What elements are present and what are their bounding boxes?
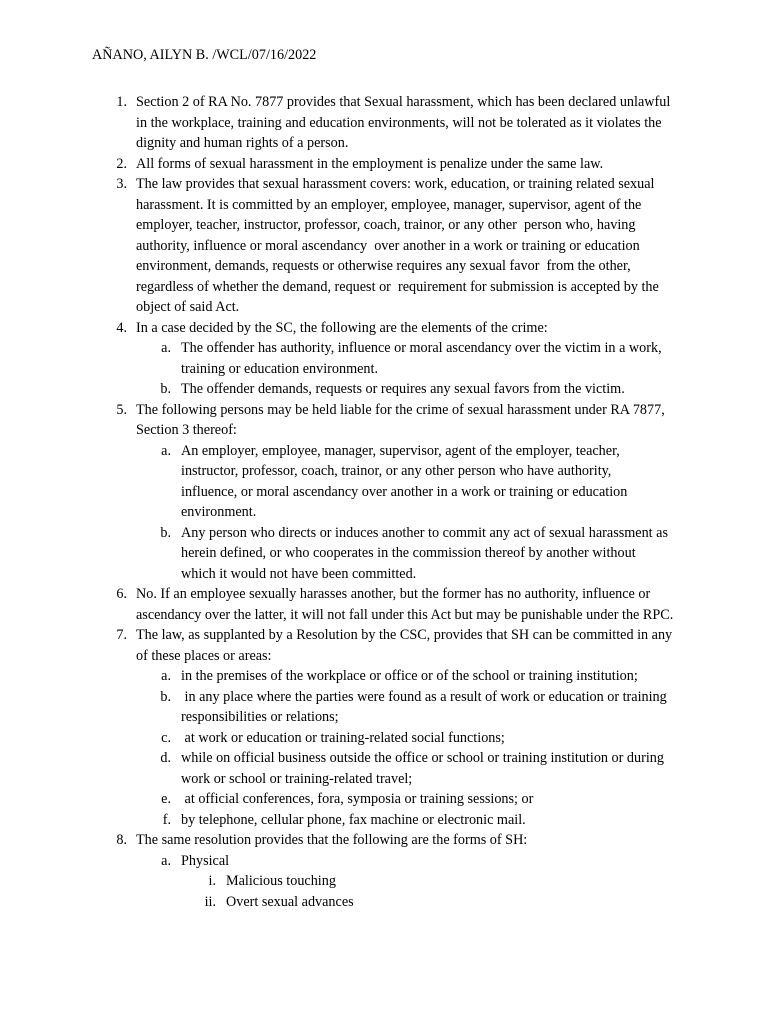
list-item-number: 1. — [116, 94, 127, 110]
sub-item-text: An employer, employee, manager, supervisor, agent of the employer, teacher, instructor, professor, coach, trainor, or any other person who have authority, influence, or moral ascendancy over another in a work or training or education environment. — [181, 442, 631, 520]
list-item-text: The law provides that sexual harassment covers: work, education, or training related sexual harassment. It is committed by an employer, employee, manager, supervisor, agent of the employer, teacher, instructor, professor, coach, trainor, or any other person who, having authority, influence or moral ascendancy over another in a work or training or education environment, demands, requests or otherwise requires any sexual favor from the other, regardless of whether the demand, request or requirement for submission is accepted by the object of said Act. — [136, 176, 663, 315]
sub-item-text: by telephone, cellular phone, fax machine or electronic mail. — [181, 811, 526, 828]
sub-item — [0, 789, 768, 810]
sub-item — [0, 851, 768, 913]
list-item-1 — [0, 92, 768, 154]
list-item-text: The same resolution provides that the following are the forms of SH: — [136, 832, 528, 848]
list-item-text: In a case decided by the SC, the following are the elements of the crime: — [136, 319, 548, 336]
document-header: AÑANO, AILYN B. /WCL/07/16/2022 — [92, 47, 317, 63]
sub-item-letter: a. — [161, 668, 171, 684]
list-item-text: Section 2 of RA No. 7877 provides that Sexual harassment, which has been declared unlawful in the workplace, training and education environments, will not be tolerated as it violates the dignity and human rights of a person. — [136, 94, 674, 151]
list-item-number: 2. — [116, 155, 127, 172]
sub-item — [0, 338, 768, 379]
list-item-number: 4. — [116, 319, 127, 336]
sub-item-letter: a. — [161, 340, 171, 356]
sub-item — [0, 748, 768, 789]
sub-item — [0, 441, 768, 523]
list-item-text: All forms of sexual harassment in the employment is penalize under the same law. — [136, 155, 604, 172]
sub-item-letter: d. — [160, 750, 171, 766]
sub-item — [0, 687, 768, 728]
sub-item-text: while on official business outside the office or school or training institution or during work or school or training-related travel; — [181, 750, 668, 787]
sub-item — [0, 523, 768, 585]
sub-item — [0, 379, 768, 400]
sub-item — [0, 666, 768, 687]
list-item-3 — [0, 174, 768, 318]
sub-item — [0, 810, 768, 831]
list-item-7 — [0, 625, 768, 830]
sub-sub-item — [0, 871, 768, 892]
list-item-5 — [0, 400, 768, 585]
sub-sub-item — [0, 892, 768, 913]
sub-item-text: Physical — [181, 852, 230, 869]
list-item-number: 5. — [116, 401, 127, 418]
list-item-number: 7. — [116, 627, 127, 643]
list-item-number: 6. — [116, 586, 127, 602]
list-item-text: The following persons may be held liable for the crime of sexual harassment under RA 7877, Section 3 thereof: — [136, 401, 669, 438]
sub-item-letter: b. — [160, 524, 171, 541]
list-item-text: No. If an employee sexually harasses another, but the former has no authority, influence or ascendancy over the latter, it will not fall under this Act but may be punishable under the RPC. — [136, 586, 674, 623]
sub-sub-item-text: Malicious touching — [226, 873, 336, 889]
numbered-list — [0, 92, 768, 912]
list-item-8 — [0, 830, 768, 912]
sub-item-text: in any place where the parties were found as a result of work or education or training responsibilities or relations; — [181, 688, 671, 725]
sub-item-text: The offender demands, requests or requires any sexual favors from the victim. — [181, 381, 625, 397]
sub-item-text: The offender has authority, influence or moral ascendancy over the victim in a work, training or education environment. — [181, 340, 666, 377]
list-item-2 — [0, 154, 768, 175]
list-item-text: The law, as supplanted by a Resolution by the CSC, provides that SH can be committed in any of these places or areas: — [136, 627, 676, 664]
sub-sub-item-text: Overt sexual advances — [226, 893, 354, 910]
sub-item-text: at work or education or training-related social functions; — [181, 729, 505, 746]
sub-item-letter: c. — [161, 729, 171, 746]
sub-item-letter: a. — [161, 442, 171, 459]
sub-item-letter: b. — [160, 381, 171, 397]
list-item-number: 8. — [116, 832, 127, 848]
sub-sub-item-numeral: i. — [208, 873, 216, 889]
sub-item-text: at official conferences, fora, symposia or training sessions; or — [181, 791, 534, 807]
sub-item-text: Any person who directs or induces another to commit any act of sexual harassment as herein defined, or who cooperates in the commission thereof by another without which it would not have been committed. — [181, 524, 672, 582]
list-item-number: 3. — [116, 176, 127, 192]
list-item-6 — [0, 584, 768, 625]
sub-sub-item-numeral: ii. — [204, 893, 216, 910]
sub-item-letter: f. — [162, 811, 171, 828]
sub-item-letter: a. — [161, 852, 171, 869]
sub-item-text: in the premises of the workplace or office or of the school or training institution; — [181, 668, 638, 684]
sub-item-letter: e. — [161, 791, 171, 807]
sub-item-letter: b. — [160, 688, 171, 705]
list-item-4 — [0, 318, 768, 400]
sub-item — [0, 728, 768, 749]
